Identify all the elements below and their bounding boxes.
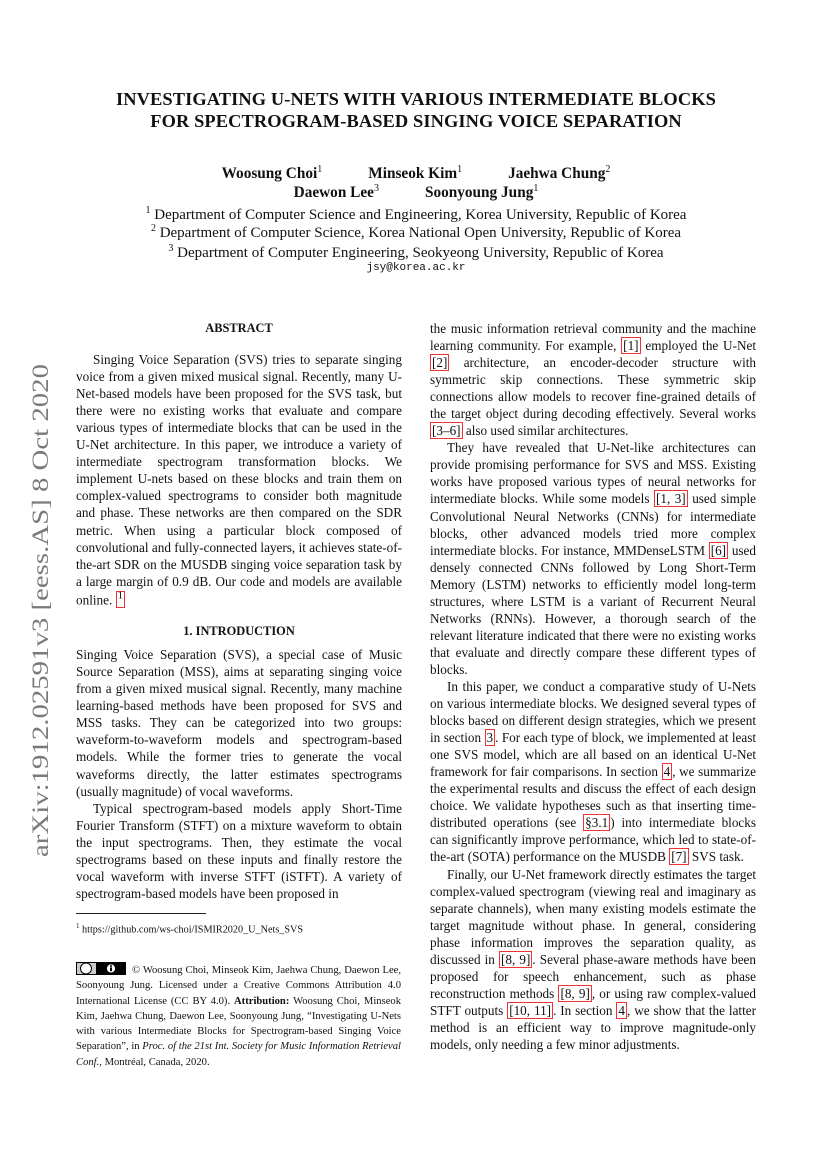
- title-line-1: INVESTIGATING U-NETS WITH VARIOUS INTERMEDIATE BLOCKS: [116, 89, 716, 109]
- author-name: Woosung Choi: [221, 165, 318, 183]
- attribution-label: Attribution:: [234, 995, 290, 1007]
- author-name: Minseok Kim: [368, 165, 458, 183]
- author-affil: 1: [533, 183, 539, 194]
- citation-link[interactable]: [1, 3]: [655, 491, 686, 507]
- license-block: [76, 962, 401, 1070]
- right-paragraph-1: the music information retrieval community and the machine learning community. For example, [1] employed the U-Net [2] architecture, an encoder-decoder structure with symmetric skip connections. These symmetric skip connections allow models to recover fine-grained details of the target object during decoding effectively. Several works [3–6] also used similar architectures.: [430, 321, 757, 439]
- venue-text: Proc. of the 21st Int. Society for Music Information Retrieval Conf.,: [76, 1041, 401, 1068]
- author-name: Daewon Lee: [293, 184, 374, 202]
- citation-link[interactable]: [3–6]: [432, 423, 461, 439]
- citation-link[interactable]: [8, 9]: [560, 985, 590, 1001]
- license-text-3: Montréal, Canada, 2020.: [104, 1056, 210, 1068]
- affiliation-text: Department of Computer Science and Engineering, Korea University, Republic of Korea: [154, 207, 687, 223]
- abstract-heading: ABSTRACT: [205, 321, 273, 335]
- author-name: Soonyoung Jung: [424, 184, 534, 202]
- section-link[interactable]: 4: [618, 1002, 625, 1018]
- author-affil: 2: [605, 164, 611, 175]
- author-name: Jaehwa Chung: [508, 165, 606, 183]
- right-column: [430, 320, 756, 1053]
- right-paragraph-2: They have revealed that U-Net-like architectures can provide promising performance for SVS and MSS. Existing works have proposed various types of neural networks for intermediate blocks. While some models [1, 3] used simple Convolutional Neural Networks (CNNs) for intermediate blocks, other advanced models tried more complex intermediate blocks. For instance, MMDenseLSTM [6] used densely connected CNNs followed by Long Short-Term Memory (LSTM) networks to efficiently model long-term structures, where LSTM is a variant of Recurrent Neural Networks (RNNs). However, a thorough search of the relevant literature indicated that there were no existing works that evaluate and directly compare these different types of blocks.: [430, 440, 757, 677]
- paper-title: [60, 88, 772, 132]
- affiliation-text: Department of Computer Engineering, Seokyeong University, Republic of Korea: [177, 245, 664, 261]
- affiliation-num: 3: [168, 243, 174, 254]
- intro-paragraph-2: Typical spectrogram-based models apply Short-Time Fourier Transform (STFT) on a mixture waveform to obtain the input spectrograms. Then, they estimate the vocal spectrograms based on these inputs and finally restore the vocal waveform with inverse STFT (iSTFT). A variety of spectrogram-based models have been proposed in: [76, 800, 402, 901]
- abstract-body: Singing Voice Separation (SVS) tries to separate singing voice from a given mixed musical signal. Recently, many U-Net-based models have been proposed for the SVS task, but there were no existing works that evaluate and compare various types of intermediate blocks that can be used in the U-Net architecture. In this paper, we introduce a variety of intermediate spectrogram transformation blocks. We implement U-nets based on these blocks and train them on complex-valued spectrograms to consider both magnitude and phase. These networks are then compared on the SDR metric. When using a particular block composed of convolutional and fully-connected layers, it achieves state-of-the-art SDR on the MUSDB singing voice separation task by a large margin of 0.9 dB. Our code and models are available online.: [76, 352, 402, 608]
- title-line-2: FOR SPECTROGRAM-BASED SINGING VOICE SEPARATION: [150, 111, 682, 131]
- footnote-rule: [76, 913, 206, 914]
- right-paragraph-4: Finally, our U-Net framework directly estimates the target complex-valued spectrogram (viewing real and imaginary as separate channels), when many existing models estimate the target magnitude without phase. In general, considering phase information improves the separation quality, as discussed in [8, 9] . Several phase-aware methods have been proposed for speech enhancement, such as phase reconstruction methods [8, 9] , or using raw complex-valued STFT outputs [10, 11] . In section 4 , we show that the latter method is an efficient way to improve magnitude-only models, only needing a few minor adjustments.: [430, 866, 757, 1052]
- author-affil: 3: [373, 183, 379, 194]
- intro-paragraph-1: Singing Voice Separation (SVS), a special case of Music Source Separation (MSS), aims at separating singing voice from a given mixed musical signal. Recently, many machine learning-based methods have been proposed for SVS and MSS tasks. They can be categorized into two groups: waveform-to-waveform models and spectrogram-based models. While the former tries to generate the vocal waveforms directly, the latter estimates spectrograms (usually magnitude) of vocal waveforms.: [76, 647, 402, 799]
- license-text-1: © Woosung Choi, Minseok Kim, Jaehwa Chung, Daewon Lee, Soonyoung Jung. Licensed under a Creative Commons Attribution 4.0 International License (CC BY 4.0).: [76, 965, 401, 1007]
- cc-by-badge-icon: [76, 962, 126, 975]
- citation-link[interactable]: [7]: [671, 849, 687, 865]
- section-link[interactable]: 3: [486, 730, 494, 746]
- author-affil: 1: [317, 164, 323, 175]
- footnote-url[interactable]: https://github.com/ws-choi/ISMIR2020_U_Nets_SVS: [82, 924, 304, 936]
- arxiv-id-text: arXiv:1912.02591v3 [eess.AS] 8 Oct 2020: [28, 463, 53, 857]
- footnote-ref-link[interactable]: [116, 591, 126, 608]
- citation-link[interactable]: [8, 9]: [501, 951, 531, 967]
- citation-link[interactable]: [6]: [710, 542, 727, 558]
- affiliation-text: Department of Computer Science, Korea National Open University, Republic of Korea: [159, 225, 682, 241]
- contact-email[interactable]: jsy@korea.ac.kr: [366, 262, 466, 274]
- affiliation-3: [60, 238, 772, 264]
- footnote-num: 1: [76, 922, 80, 930]
- author-affil: 1: [457, 164, 463, 175]
- citation-link[interactable]: [10, 11]: [509, 1002, 552, 1018]
- introduction-heading: 1. INTRODUCTION: [183, 624, 295, 639]
- affiliation-num: 2: [150, 223, 156, 234]
- right-paragraph-3: In this paper, we conduct a comparative study of U-Nets on various intermediate blocks. We designed several types of blocks based on different design strategies, which we present in section 3 . For each type of block, we implemented at least one SVS model, which are all based on an identical U-Net framework for fair comparisons. In section 4 , we summarize the experimental results and discuss the effect of each design choice. We validate hypotheses such as that inserting time-distributed operations (see §3.1 ) into intermediate blocks can significantly improve performance, which led to state-of-the-art (SOTA) performance on the MUSDB [7] SVS task.: [430, 678, 757, 865]
- footnote-ref-num: 1: [117, 589, 124, 602]
- affiliation-num: 1: [145, 205, 151, 216]
- section-link[interactable]: 4: [663, 764, 671, 780]
- arxiv-stamp: [10, 360, 60, 860]
- section-link[interactable]: §3.1: [585, 815, 609, 831]
- citation-link[interactable]: [1]: [623, 338, 639, 354]
- left-column: [76, 320, 402, 902]
- abstract-text: [76, 351, 402, 608]
- citation-link[interactable]: [2]: [432, 355, 448, 371]
- license-text-2: Woosung Choi, Minseok Kim, Jaehwa Chung, Daewon Lee, Soonyoung Jung, “Investigating U-Nets with various Intermediate Blocks for Spectrogram-based Singing Voice Separation”, in: [76, 995, 401, 1053]
- footnote: [76, 919, 401, 937]
